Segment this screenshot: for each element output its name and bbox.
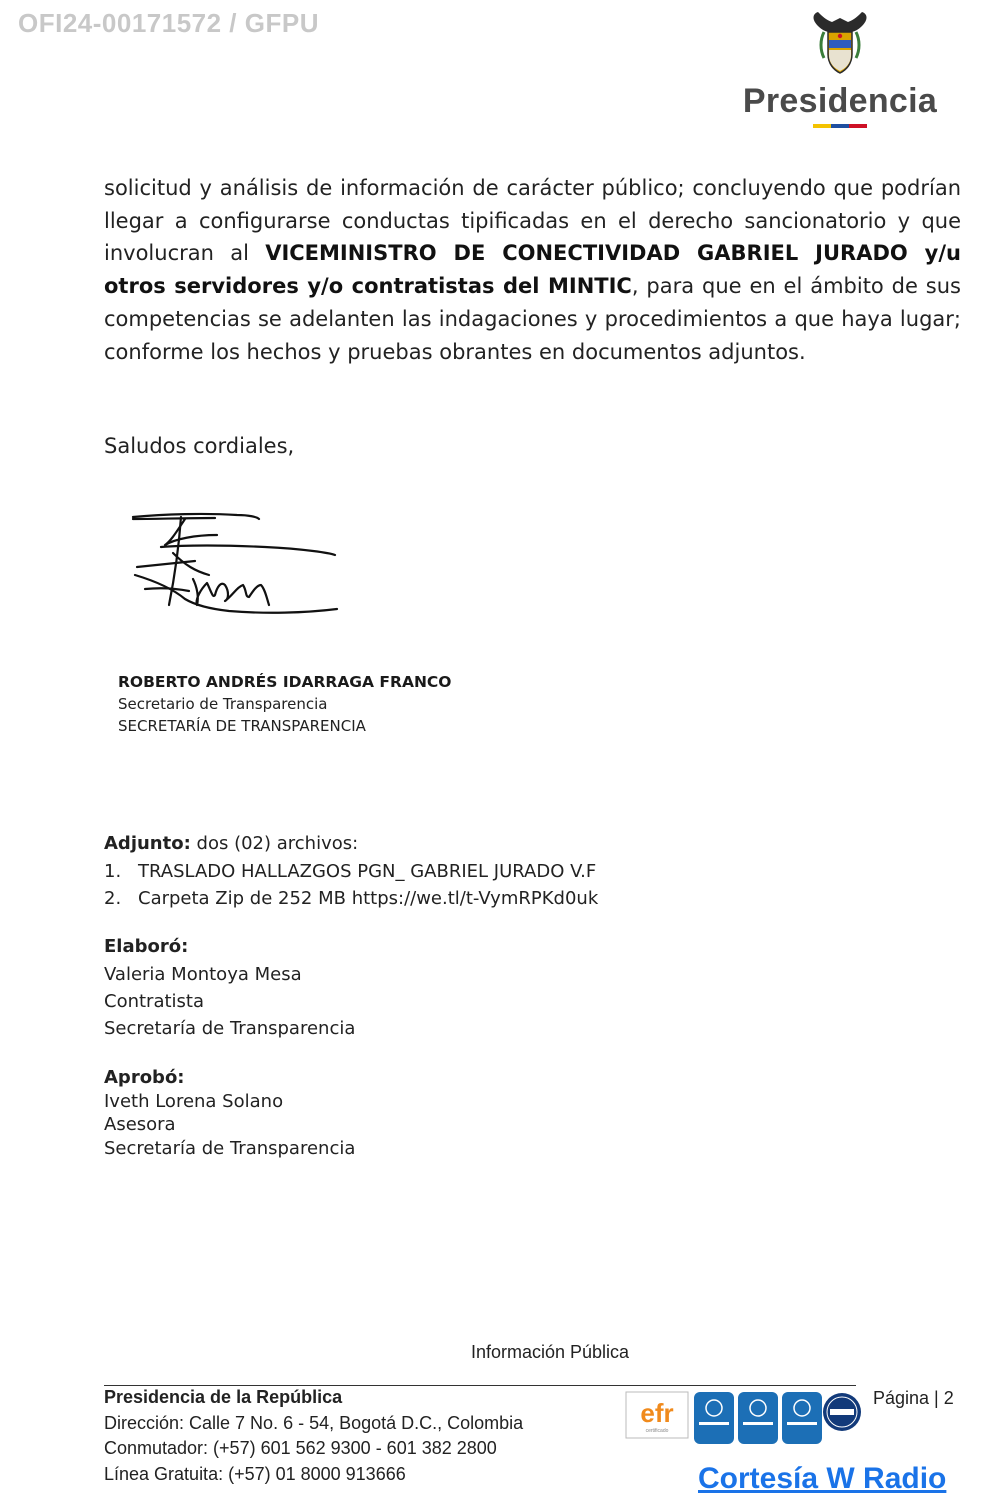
- prepared-by-name: Valeria Montoya Mesa: [104, 964, 302, 985]
- approved-by-role: Asesora: [104, 1114, 176, 1135]
- prepared-by-office: Secretaría de Transparencia: [104, 1018, 356, 1039]
- footer-org: Presidencia de la República: [104, 1387, 343, 1407]
- body-text-bold: VICEMINISTRO DE CONECTIVIDAD GABRIEL JURADO y/u otros servidores y/o contratistas del MINTIC: [104, 241, 961, 299]
- attachment-number: 1.: [104, 861, 122, 882]
- footer-tollfree: Línea Gratuita: (+57) 01 8000 913666: [104, 1464, 406, 1484]
- handwritten-signature: [125, 505, 350, 625]
- presidencia-logo: [740, 10, 940, 135]
- attachments-heading: [104, 833, 358, 854]
- svg-text:certificado: certificado: [645, 1428, 669, 1434]
- logo-wordmark: Presidencia: [742, 82, 938, 120]
- flag-red: [849, 124, 867, 128]
- courtesy-credit: Cortesía W Radio: [698, 1462, 947, 1495]
- attachment-item: [104, 888, 598, 909]
- closing-salutation: Saludos cordiales,: [104, 434, 295, 458]
- signer-name: ROBERTO ANDRÉS IDARRAGA FRANCO: [118, 673, 452, 691]
- footer-address: Dirección: Calle 7 No. 6 - 54, Bogotá D.C., Colombia: [104, 1413, 524, 1433]
- classification-label: Información Pública: [470, 1342, 630, 1362]
- attachment-text: TRASLADO HALLAZGOS PGN_ GABRIEL JURADO V.F: [138, 861, 597, 882]
- body-text-end: , para que en el ámbito de sus competencias se adelanten las indagaciones y procedimientos a que haya lugar; conforme los hechos y pruebas obrantes en documentos adjuntos.: [104, 274, 961, 364]
- footer-divider: [104, 1385, 856, 1386]
- approved-by-label: Aprobó:: [104, 1067, 185, 1088]
- icontec-badge-icon: [782, 1392, 822, 1444]
- approved-by-name: Iveth Lorena Solano: [104, 1091, 284, 1112]
- body-paragraph: [104, 172, 961, 368]
- page-number: Página | 2: [873, 1388, 954, 1408]
- footer-phone: Conmutador: (+57) 601 562 9300 - 601 382 2800: [104, 1438, 497, 1458]
- flag-blue: [831, 124, 849, 128]
- prepared-by-label: Elaboró:: [104, 936, 189, 957]
- coat-of-arms-icon: [810, 10, 870, 76]
- flag-bar: [813, 124, 867, 128]
- attachments-label: Adjunto:: [104, 833, 191, 854]
- flag-yellow: [813, 124, 831, 128]
- prepared-by-role: Contratista: [104, 991, 205, 1012]
- document-id: OFI24-00171572 / GFPU: [18, 8, 319, 38]
- efr-badge-icon: [626, 1392, 688, 1438]
- icontec-badge-icon: [694, 1392, 734, 1444]
- svg-text:efr: efr: [640, 1398, 674, 1428]
- attachments-summary: dos (02) archivos:: [196, 833, 359, 854]
- signer-office: SECRETARÍA DE TRANSPARENCIA: [118, 717, 366, 735]
- iqnet-badge-icon: [823, 1393, 861, 1431]
- attachment-item: [104, 861, 596, 882]
- signer-title: Secretario de Transparencia: [118, 695, 328, 713]
- attachment-text: Carpeta Zip de 252 MB https://we.tl/t-VymRPKd0uk: [138, 888, 599, 909]
- body-text-start: solicitud y análisis de información de carácter público; concluyendo que podrían llegar a configurarse conductas tipificadas en el derecho sancionatorio y que involucran al: [104, 176, 961, 266]
- certification-badges: [624, 1388, 864, 1473]
- approved-by-office: Secretaría de Transparencia: [104, 1138, 356, 1159]
- icontec-badge-icon: [738, 1392, 778, 1444]
- attachment-number: 2.: [104, 888, 122, 909]
